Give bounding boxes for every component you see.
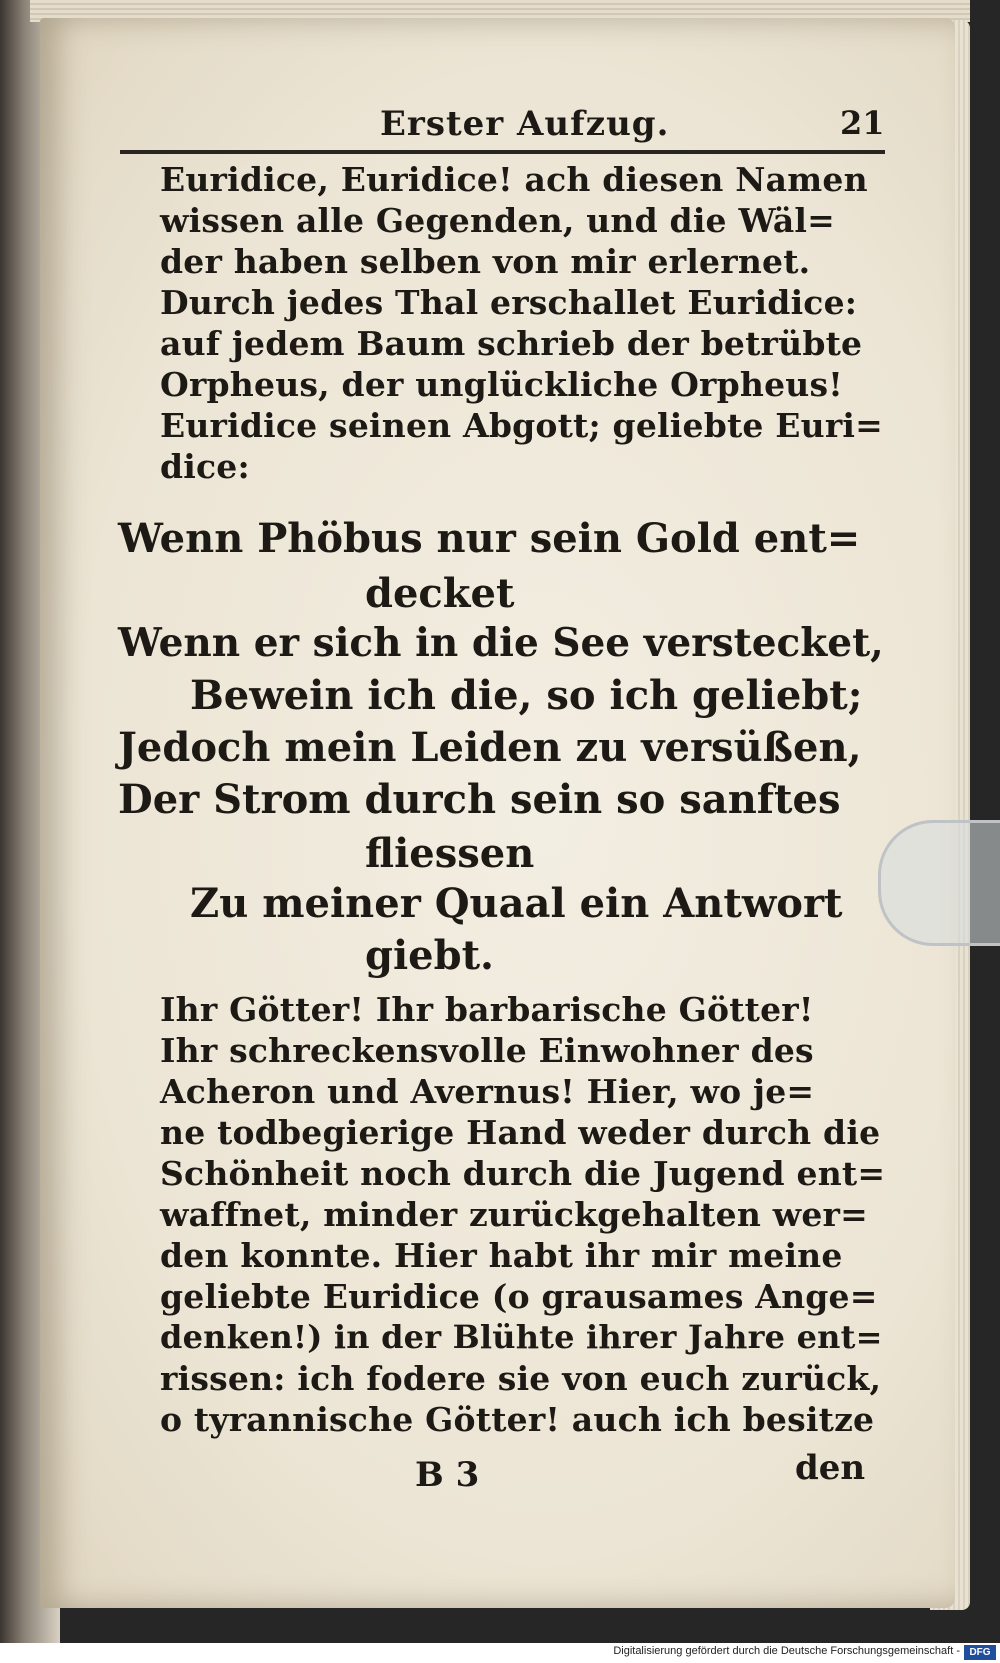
text-line: den konnte. Hier habt ihr mir meine xyxy=(160,1236,843,1275)
paper-clip xyxy=(878,820,1000,946)
text-line: Durch jedes Thal erschallet Euridice: xyxy=(160,283,858,322)
text-line: dice: xyxy=(160,447,250,486)
verse-line: Wenn er sich in die See verstecket, xyxy=(118,620,884,666)
verse-line: giebt. xyxy=(365,932,494,979)
text-line: der haben selben von mir erlernet. xyxy=(160,242,811,281)
text-line: geliebte Euridice (o grausames Ange= xyxy=(160,1277,878,1316)
running-header xyxy=(120,100,890,150)
verse-line: Wenn Phöbus nur sein Gold ent= xyxy=(118,515,861,562)
page-number: 21 xyxy=(840,104,885,142)
verse-line: fliessen xyxy=(365,830,535,877)
footer-credit: Digitalisierung gefördert durch die Deutsche Forschungsgemeinschaft - xyxy=(613,1645,960,1657)
dfg-logo: DFG xyxy=(964,1645,996,1660)
catchword: den xyxy=(795,1448,866,1488)
text-line: wissen alle Gegenden, und die Wäl= xyxy=(160,201,836,240)
signature-mark: B 3 xyxy=(415,1455,480,1495)
text-line: Orpheus, der unglückliche Orpheus! xyxy=(160,365,843,404)
text-line: ne todbegierige Hand weder durch die xyxy=(160,1113,881,1152)
text-line: Euridice, Euridice! ach diesen Namen xyxy=(160,160,868,199)
header-rule xyxy=(120,150,885,154)
text-line: Euridice seinen Abgott; geliebte Euri= xyxy=(160,406,884,445)
verse-line: Der Strom durch sein so sanftes xyxy=(118,776,841,823)
text-line: denken!) in der Blühte ihrer Jahre ent= xyxy=(160,1318,883,1356)
verse-line: decket xyxy=(365,570,515,617)
verse-line: Jedoch mein Leiden zu versüßen, xyxy=(118,724,862,771)
verse-line: Bewein ich die, so ich geliebt; xyxy=(190,672,863,719)
text-line: auf jedem Baum schrieb der betrübte xyxy=(160,324,863,363)
text-line: rissen: ich fodere sie von euch zurück, xyxy=(160,1359,882,1398)
text-line: Ihr schreckensvolle Einwohner des xyxy=(160,1031,814,1070)
text-line: Ihr Götter! Ihr barbarische Götter! xyxy=(160,990,814,1029)
running-title: Erster Aufzug. xyxy=(380,104,670,144)
text-line: Schönheit noch durch die Jugend ent= xyxy=(160,1154,886,1193)
text-line: o tyrannische Götter! auch ich besitze xyxy=(160,1400,875,1439)
verse-line: Zu meiner Quaal ein Antwort xyxy=(190,880,843,927)
text-line: Acheron und Avernus! Hier, wo je= xyxy=(160,1072,815,1111)
text-line: waffnet, minder zurückgehalten wer= xyxy=(160,1195,868,1234)
digitization-footer xyxy=(0,1643,1000,1663)
